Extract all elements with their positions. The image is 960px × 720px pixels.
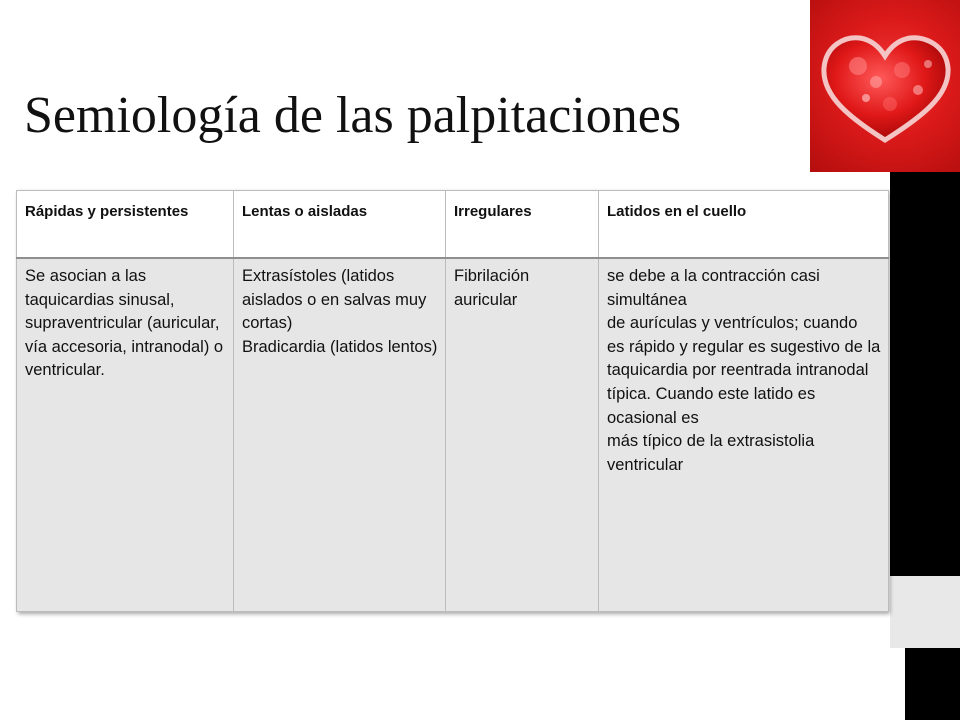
slide-title: Semiología de las palpitaciones [24,87,682,144]
cell-text: típica. Cuando este latido es ocasional es [607,384,816,427]
cell-text: más típico de la extrasistolia ventricular [607,432,815,474]
palpitations-table [16,190,889,612]
header-rapidas: Rápidas y persistentes [17,191,234,259]
heart-icon [810,0,960,172]
header-lentas: Lentas o aisladas [234,191,446,259]
cell-text: taquicardia por reentrada intranodal [607,361,869,380]
header-latidos-cuello: Latidos en el cuello [599,191,889,259]
cell-latidos-cuello [599,258,889,612]
cell-text: Extrasístoles (latidos aislados o en salvas muy cortas) [242,267,427,333]
cell-text: Fibrilación auricular [454,267,530,309]
header-irregulares: Irregulares [446,191,599,259]
cell-text: de aurículas y ventrículos; cuando [607,314,858,333]
palpitations-table-wrap [16,190,888,612]
side-bar-black-top [890,172,960,576]
side-bar-black-bottom [905,648,960,720]
side-bar-gray [890,576,960,648]
table-row [17,258,889,612]
cell-text: es rápido y regular es sugestivo de la [607,337,881,356]
cell-lentas [234,258,446,612]
cell-text: se debe a la contracción casi simultánea [607,267,820,309]
table-header-row [17,191,889,259]
cell-text: Bradicardia (latidos lentos) [242,337,438,356]
heart-tile [810,0,960,172]
cell-text: Se asocian a las taquicardias sinusal, supraventricular (auricular, vía accesoria, intranodal) o ventricular. [25,267,224,380]
cell-irregulares [446,258,599,612]
cell-rapidas [17,258,234,612]
